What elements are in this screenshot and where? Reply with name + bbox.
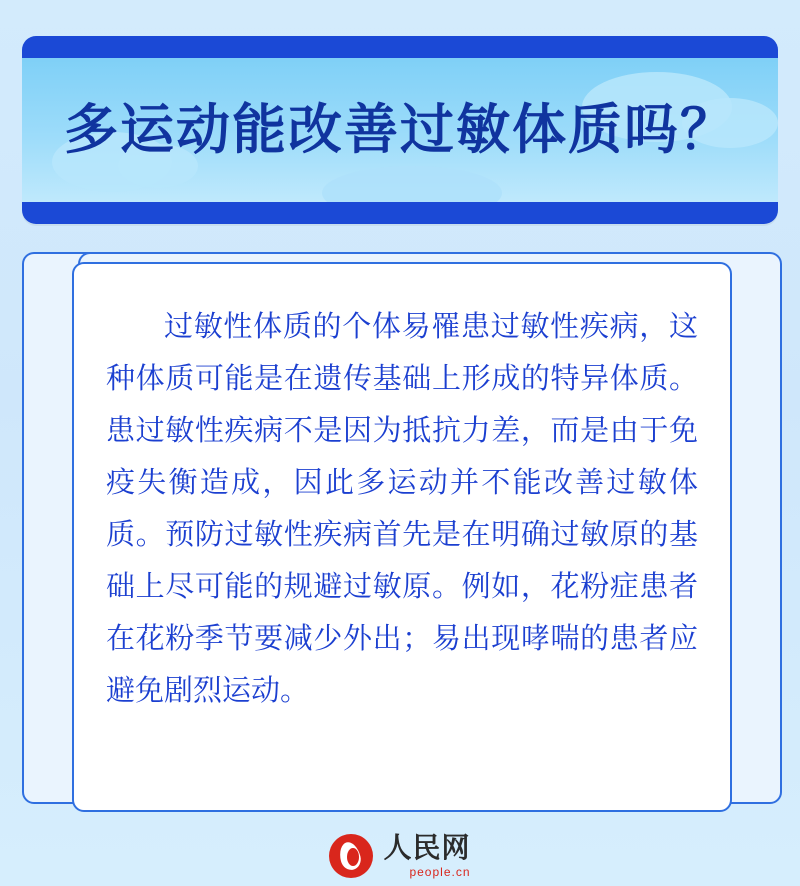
people-cn-logo-icon [329,834,373,878]
logo-text-en: people.cn [409,865,471,879]
title-banner-inner [22,58,778,202]
card-stack [22,252,778,812]
content-card [72,262,732,812]
body-paragraph: 过敏性体质的个体易罹患过敏性疾病，这种体质可能是在遗传基础上形成的特异体质。患过敏性疾病不是因为抵抗力差，而是由于免疫失衡造成，因此多运动并不能改善过敏体质。预防过敏性疾病首先是在明确过敏原的基础上尽可能的规避过敏原。例如，花粉症患者在花粉季节要减少外出；易出现哮喘的患者应避免剧烈运动。 [106,309,698,707]
title-banner [22,36,778,224]
page-title: 多运动能改善过敏体质吗？ [64,98,736,161]
footer-logo [0,826,800,886]
logo-wordmark [383,831,471,879]
logo-text-cn: 人民网 [383,831,471,864]
